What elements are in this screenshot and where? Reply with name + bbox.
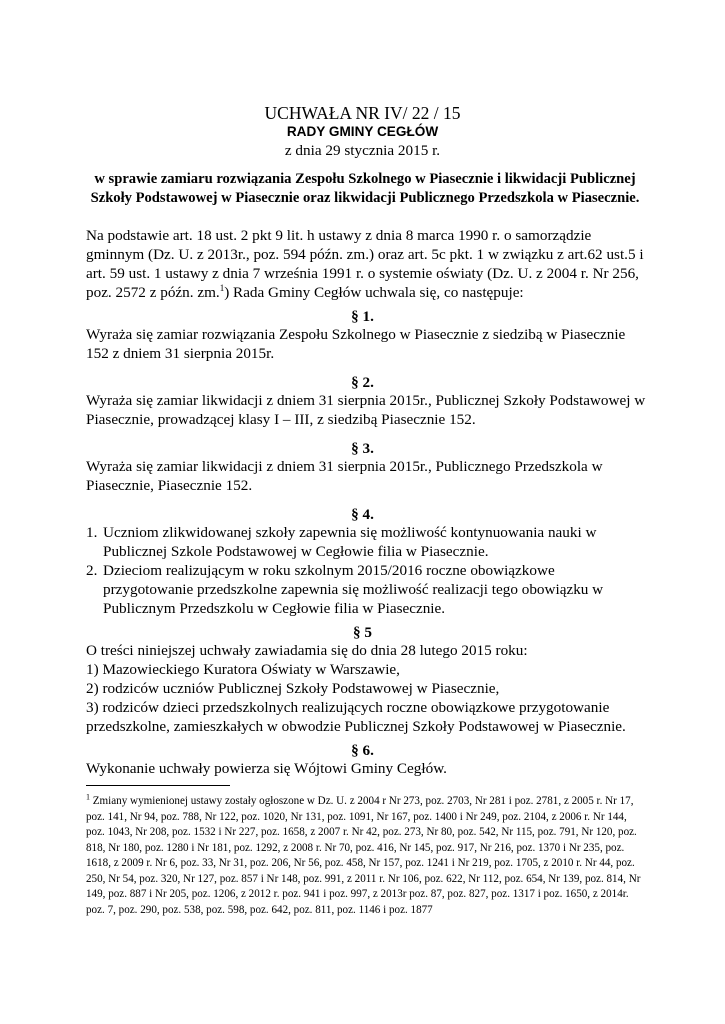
list-item-text: Uczniom zlikwidowanej szkoły zapewnia się możliwość kontynuowania nauki w Publicznej Szkole Podstawowej w Cegłowie filia w Piasecznie. [103, 524, 597, 560]
section-4-list [86, 523, 646, 618]
legal-basis-text: Na podstawie art. 18 ust. 2 pkt 9 lit. h ustawy z dnia 8 marca 1990 r. o samorządzie gminnym (Dz. U. z 2013r., poz. 594 późn. zm.) oraz art. 5c pkt. 1 w związku z art.62 ust.5 i art. 59 ust. 1 ustawy z dnia 7 września 1991 r. o systemie oświaty (Dz. U. z 2004 r. Nr 256, poz. 2572 z późn. zm. [86, 227, 644, 301]
section-3-heading: § 3. [351, 440, 374, 457]
section-1-heading: § 1. [351, 308, 374, 325]
resolution-subject: w sprawie zamiaru rozwiązania Zespołu Szkolnego w Piasecznie i likwidacji Publicznej Szkoły Podstawowej w Piasecznie oraz likwidacji Publicznego Przedszkola w Piasecznie. [90, 171, 640, 206]
list-item-number: 2. [86, 562, 98, 579]
resolution-title: UCHWAŁA NR IV/ 22 / 15 [264, 103, 461, 123]
legal-basis [86, 226, 646, 302]
list-item [86, 561, 646, 618]
list-item: 2) rodziców uczniów Publicznej Szkoły Podstawowej w Piasecznie, [86, 680, 500, 697]
footnote-separator [86, 785, 230, 786]
list-item [86, 523, 646, 561]
section-5-heading: § 5 [353, 624, 372, 641]
section-4-heading: § 4. [351, 506, 374, 523]
list-item: 1) Mazowieckiego Kuratora Oświaty w Warszawie, [86, 661, 400, 678]
footnote-reference: 1 [219, 282, 225, 293]
list-item-text: Dzieciom realizującym w roku szkolnym 2015/2016 roczne obowiązkowe przygotowanie przedszkolne zapewnia się możliwość realizacji tego obowiązku w Publicznym Przedszkolu w Cegłowie filia w Piasecznie. [103, 562, 604, 617]
section-5-intro: O treści niniejszej uchwały zawiadamia się do dnia 28 lutego 2015 roku: [86, 642, 528, 659]
resolution-date: z dnia 29 stycznia 2015 r. [284, 142, 441, 159]
list-item: 3) rodziców dzieci przedszkolnych realizujących roczne obowiązkowe przygotowanie przedszkolne, zamieszkałych w obwodzie Publicznej Szkoły Podstawowej w Piasecznie. [86, 699, 626, 735]
footnote [86, 794, 642, 918]
list-item-number: 1. [86, 524, 98, 541]
council-name: RADY GMINY CEGŁÓW [286, 124, 439, 139]
section-2-heading: § 2. [351, 374, 374, 391]
footnote-marker: 1 [86, 792, 90, 802]
legal-basis-text-end: ) Rada Gminy Cegłów uchwala się, co następuje: [224, 284, 524, 301]
footnote-text: Zmiany wymienionej ustawy zostały ogłoszone w Dz. U. z 2004 r Nr 273, poz. 2703, Nr 281 i poz. 2781, z 2005 r. Nr 17, poz. 141, Nr 94, poz. 788, Nr 122, poz. 1020, Nr 131, poz. 1091, Nr 167, poz. 1400 i Nr 249, poz. 2104, z 2006 r. Nr 144, poz. 1043, Nr 208, poz. 1532 i Nr 227, poz. 1658, z 2007 r. Nr 42, poz. 273, Nr 80, poz. 542, Nr 115, poz. 791, Nr 120, poz. 818, Nr 180, poz. 1280 i Nr 181, poz. 1292, z 2008 r. Nr 70, poz. 416, Nr 145, poz. 917, Nr 216, poz. 1370 i Nr 235, poz. 1618, z 2009 r. Nr 6, poz. 33, Nr 31, poz. 206, Nr 56, poz. 458, Nr 157, poz. 1241 i Nr 219, poz. 1705, z 2010 r. Nr 44, poz. 250, Nr 54, poz. 320, Nr 127, poz. 857 i Nr 148, poz. 991, z 2011 r. Nr 106, poz. 622, Nr 112, poz. 654, Nr 139, poz. 814, Nr 149, poz. 887 i Nr 205, poz. 1206, z 2012 r. poz. 941 i poz. 997, z 2013r poz. 87, poz. 827, poz. 1317 i poz. 1650, z 2014r. poz. 7, poz. 290, poz. 538, poz. 598, poz. 642, poz. 811, poz. 1146 i poz. 1877 [86, 795, 641, 916]
section-2-text: Wyraża się zamiar likwidacji z dniem 31 sierpnia 2015r., Publicznej Szkoły Podstawowej w Piasecznie, prowadzącej klasy I – III, z siedzibą Piasecznie 152. [86, 392, 646, 428]
section-6-heading: § 6. [351, 742, 374, 759]
section-1-text: Wyraża się zamiar rozwiązania Zespołu Szkolnego w Piasecznie z siedzibą w Piasecznie 152 z dniem 31 sierpnia 2015r. [86, 326, 626, 362]
section-6-text: Wykonanie uchwały powierza się Wójtowi Gminy Cegłów. [86, 760, 447, 777]
section-3-text: Wyraża się zamiar likwidacji z dniem 31 sierpnia 2015r., Publicznego Przedszkola w Piasecznie, Piasecznie 152. [86, 458, 603, 494]
section-5-body [86, 641, 646, 736]
